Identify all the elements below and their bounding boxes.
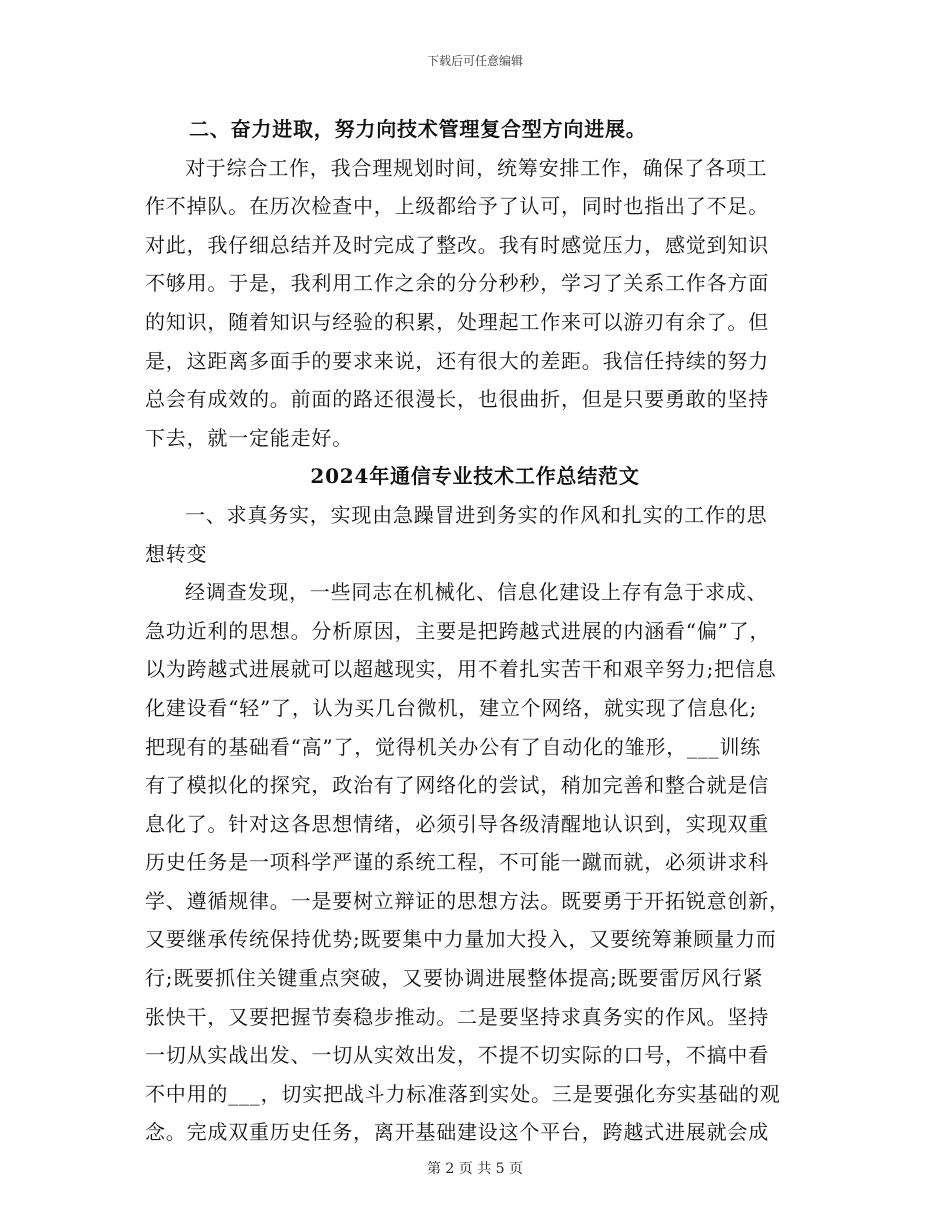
- body-text-line: 对于综合工作，我合理规划时间，统筹安排工作，确保了各项工: [185, 155, 768, 180]
- body-text-line: 经调查发现，一些同志在机械化、信息化建设上存有急于求成、: [185, 580, 768, 605]
- body-text-line: 作不掉队。在历次检查中，上级都给予了认可，同时也指出了不足。: [145, 194, 769, 219]
- page-header: 下载后可任意编辑: [426, 54, 523, 68]
- body-text-line: 想转变: [145, 541, 208, 566]
- body-text-line: 不中用的___，切实把战斗力标准落到实处。三是要强化夯实基础的观: [145, 1081, 781, 1106]
- document-body: [145, 110, 805, 1152]
- body-text-line: 总会有成效的。前面的路还很漫长，也很曲折，但是只要勇敢的坚持: [145, 387, 769, 412]
- section-heading: 2024年通信专业技术工作总结范文: [310, 464, 640, 489]
- body-text-line: 一、求真务实，实现由急躁冒进到务实的作风和扎实的工作的思: [185, 502, 768, 527]
- body-text-line: 对此，我仔细总结并及时完成了整改。我有时感觉压力，感觉到知识: [145, 232, 769, 257]
- body-text-line: 又要继承传统保持优势;既要集中力量加大投入，又要统筹兼顾量力而: [145, 927, 777, 952]
- body-text-line: 张快干，又要把握节奏稳步推动。二是要坚持求真务实的作风。坚持: [145, 1004, 769, 1029]
- body-text-line: 一切从实战出发、一切从实效出发，不提不切实际的口号，不搞中看: [145, 1043, 769, 1068]
- body-text-line: 不够用。于是，我利用工作之余的分分秒秒，学习了关系工作各方面: [145, 271, 769, 296]
- body-text-line: 行;既要抓住关键重点突破，又要协调进展整体提高;既要雷厉风行紧: [145, 966, 764, 991]
- body-text-line: 是，这距离多面手的要求来说，还有很大的差距。我信任持续的努力: [145, 348, 769, 373]
- page-number: 第 2 页 共 5 页: [426, 1161, 524, 1177]
- body-text-line: 把现有的基础看“高”了，觉得机关办公有了自动化的雏形，___训练: [145, 734, 762, 759]
- body-text-line: 急功近利的思想。分析原因，主要是把跨越式进展的内涵看“偏”了，: [145, 618, 771, 643]
- body-text-line: 念。完成双重历史任务，离开基础建设这个平台，跨越式进展就会成: [145, 1120, 769, 1145]
- body-text-line: 化建设看“轻”了，认为买几台微机，建立个网络，就实现了信息化;: [145, 695, 757, 720]
- body-text-line: 的知识，随着知识与经验的积累，处理起工作来可以游刃有余了。但: [145, 309, 769, 334]
- body-text-line: 以为跨越式进展就可以超越现实，用不着扎实苦干和艰辛努力;把信息: [145, 657, 777, 682]
- body-text-line: 有了模拟化的探究，政治有了网络化的尝试，稍加完善和整合就是信: [145, 773, 769, 798]
- body-text-line: 息化了。针对这各思想情绪，必须引导各级清醒地认识到，实现双重: [145, 811, 769, 836]
- section-heading: 二、奋力进取，努力向技术管理复合型方向进展。: [189, 117, 647, 141]
- body-text-line: 历史任务是一项科学严谨的系统工程，不可能一蹴而就，必须讲求科: [145, 850, 769, 875]
- body-text-line: 下去，就一定能走好。: [145, 425, 353, 450]
- body-text-line: 学、遵循规律。一是要树立辩证的思想方法。既要勇于开拓锐意创新，: [145, 888, 790, 913]
